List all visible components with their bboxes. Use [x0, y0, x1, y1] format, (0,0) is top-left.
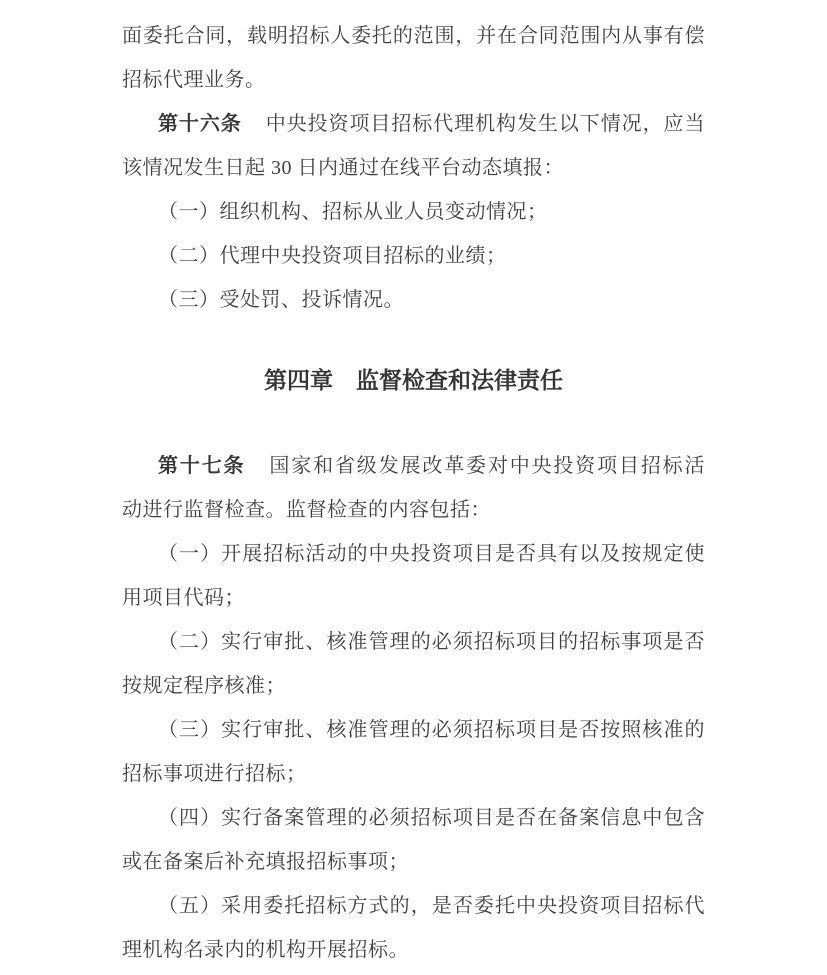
text-line: 面委托合同，载明招标人委托的范围，并在合同范围内从事有偿: [122, 25, 705, 47]
text-line: 或在备案后补充填报招标事项；: [122, 851, 409, 873]
text-line: （三）实行审批、核准管理的必须招标项目是否按照核准的: [158, 719, 705, 741]
text-line: 招标代理业务。: [122, 69, 266, 91]
text-line: 招标事项进行招标；: [122, 763, 307, 785]
article-number: 第十七条: [158, 455, 246, 477]
text-line: （二）代理中央投资项目招标的业绩；: [158, 245, 507, 267]
text-line: [122, 102, 705, 146]
text-line: （四）实行备案管理的必须招标项目是否在备案信息中包含: [158, 807, 705, 829]
text-line: 动进行监督检查。监督检查的内容包括：: [122, 499, 491, 521]
chapter-heading: 第四章 监督检查和法律责任: [264, 367, 563, 393]
text-line: （五）采用委托招标方式的，是否委托中央投资项目招标代: [158, 895, 705, 917]
text-line: （一）组织机构、招标从业人员变动情况；: [158, 201, 548, 223]
article-number: 第十六条: [158, 113, 242, 135]
text-line: 用项目代码；: [122, 587, 245, 609]
line-text: 中央投资项目招标代理机构发生以下情况，应当: [265, 113, 705, 135]
text-line: [122, 444, 705, 488]
text-line: 该情况发生日起 30 日内通过在线平台动态填报：: [122, 157, 564, 179]
text-line: 按规定程序核准；: [122, 675, 286, 697]
text-line: （一）开展招标活动的中央投资项目是否具有以及按规定使: [158, 543, 705, 565]
line-text: 国家和省级发展改革委对中央投资项目招标活: [269, 455, 705, 477]
text-line: 理机构名录内的机构开展招标。: [122, 939, 409, 961]
text-line: （三）受处罚、投诉情况。: [158, 289, 404, 311]
text-line: （二）实行审批、核准管理的必须招标项目的招标事项是否: [158, 631, 705, 653]
